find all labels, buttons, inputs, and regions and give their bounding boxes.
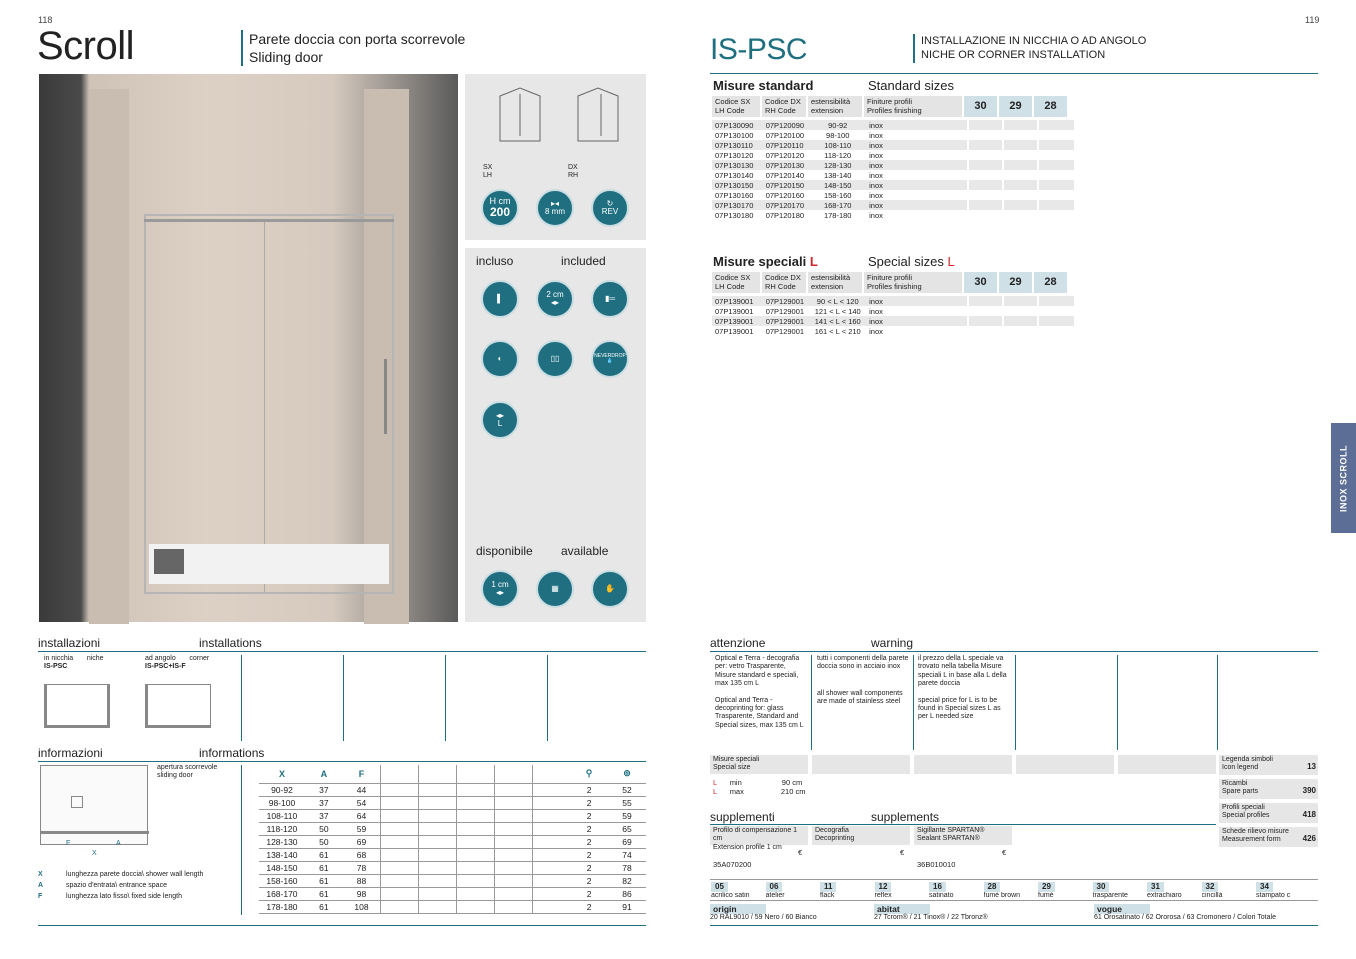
dx-label: DX RH xyxy=(568,164,579,180)
page-number-right: 119 xyxy=(1305,15,1320,25)
sx-label: SX LH xyxy=(483,164,493,180)
neverdrop-icon: NEVERDROP 💧 xyxy=(591,340,629,378)
table-row: 168-170 61 98 2 86 xyxy=(259,887,646,900)
legend-item[interactable]: Profili speciali Special profiles 418 xyxy=(1219,803,1318,823)
table-row: 07P139001 07P129001 121 < L < 140 inox xyxy=(712,306,1074,316)
reversible-icon: ↻ REV xyxy=(591,189,629,227)
finish-item: 34 stampato c xyxy=(1256,882,1291,900)
info-label-en: informations xyxy=(199,746,265,760)
config-box xyxy=(465,74,646,240)
supplements-label-it: supplementi xyxy=(710,810,775,824)
supplement-item: Decografia Decoprinting xyxy=(812,826,910,845)
installations-label-it: installazioni xyxy=(38,636,101,650)
available-label-it: disponibile xyxy=(476,544,533,558)
table-row: 138-140 61 68 2 74 xyxy=(259,848,646,861)
info-label-it: informazioni xyxy=(38,746,103,760)
corner-diagram-icon xyxy=(145,684,211,728)
table-row: 148-150 61 78 2 78 xyxy=(259,861,646,874)
legend-item[interactable]: Schede rilievo misure Measurement form 426 xyxy=(1219,827,1318,847)
sx-diagram-icon xyxy=(495,86,545,146)
glass-thickness-icon: ▸◂ 8 mm xyxy=(536,189,574,227)
table-row: 98-100 37 54 2 55 xyxy=(259,796,646,809)
available-label-en: available xyxy=(561,544,609,558)
warning-col-3: il prezzo della L speciale va trovato nella tabella Misure speciali L in base alla L della parete doccia special price for L is to be found in Special sizes L as per L needed size xyxy=(918,655,1007,721)
niche-diagram-icon xyxy=(44,684,110,728)
dim-x-label: X xyxy=(92,850,97,857)
supplement-item: Profilo di compensazione 1 cm Extension profile 1 cm xyxy=(710,826,808,845)
side-tab[interactable]: INOX SCROLL xyxy=(1331,423,1356,533)
included-label-it: incluso xyxy=(476,254,514,268)
dim-a-label: A xyxy=(116,840,121,847)
warning-label-en: warning xyxy=(871,636,914,650)
supplements-label-en: supplements xyxy=(871,810,940,824)
special-title-en: Special sizes L xyxy=(868,254,955,269)
collection-item: vogue 61 Orosatinato / 62 Ororosa / 63 Cromonero / Colori Totale xyxy=(1094,904,1276,922)
table-row: 07P130150 07P120150 148-150 inox xyxy=(712,180,1074,190)
model-subtitle: INSTALLAZIONE IN NICCHIA O AD ANGOLO NICHE OR CORNER INSTALLATION xyxy=(913,34,1146,63)
warning-label-it: attenzione xyxy=(710,636,766,650)
dim-f-label: F xyxy=(66,840,71,847)
page-number-left: 118 xyxy=(38,15,53,25)
product-photo xyxy=(39,74,458,622)
decor-icon: ▦ xyxy=(536,570,574,608)
info-diagram xyxy=(40,765,148,845)
supplement-currency: € xyxy=(798,848,803,857)
included-label-en: included xyxy=(561,254,606,268)
supplement-currency: € xyxy=(1002,848,1007,857)
supplement-code: 35A070200 xyxy=(713,860,752,869)
installation-niche: in nicchia niche IS-PSC xyxy=(44,655,104,671)
weight-icon: ⚲ xyxy=(570,765,608,783)
table-row: 07P139001 07P129001 161 < L < 210 inox xyxy=(712,326,1074,336)
product-title: Scroll xyxy=(37,24,135,68)
standard-table: Codice SX LH Code Codice DX RH Code estensibilità extension Finiture profili Profiles finishing 30 29 28 07P130090 07P120090 90-92 inox 07P130100 07P120100 98-100 inox 07P130110 07P120110 108-110 inox 07P130120 07P120120 118-120 inox 07P130130 07P120130 128-130 inox 07P130140 07P120140 138-140 inox 07P130150 07P120150 148-150 inox 07P130160 07P120160 158-160 inox 07P130170 07P120170 168-170 inox 07P130180 07P120180 178-180 inox xyxy=(712,96,1074,220)
table-row: 07P130180 07P120180 178-180 inox xyxy=(712,210,1074,220)
warning-col-2: tutti i componenti della parete doccia sono in acciaio inox all shower wall components are made of stainless steel xyxy=(817,655,909,706)
installations-label-en: installations xyxy=(199,636,262,650)
supplement-currency: € xyxy=(900,848,905,857)
standard-title-en: Standard sizes xyxy=(868,78,954,93)
height-icon: H cm 200 xyxy=(481,189,519,227)
table-row: 07P130120 07P120120 118-120 inox xyxy=(712,150,1074,160)
table-row: 07P130110 07P120110 108-110 inox xyxy=(712,140,1074,150)
standard-title-it: Misure standard xyxy=(713,78,814,93)
special-title-it: Misure speciali L xyxy=(713,254,818,269)
collection-item: abitat 27 Tcrom® / 21 Tinox® / 22 Tbronz® xyxy=(874,904,988,922)
finish-item: 16 satinato xyxy=(929,882,954,900)
warning-col-1: Optical e Terra - decografia per: vetro Trasparente, Misure standard e speciali, max 135 cm L Optical and Terra - decoprinting for: glass Trasparente, Standard and Special sizes, max 135 cm L xyxy=(715,655,804,729)
extension-icon: 1 cm ◂▸ xyxy=(481,570,519,608)
roller-icon: ◐ xyxy=(481,340,519,378)
product-subtitle xyxy=(241,30,465,66)
finish-item: 28 fumè brown xyxy=(983,882,1021,900)
door-icon: ▯▯ xyxy=(536,340,574,378)
opening-text: apertura scorrevole sliding door xyxy=(157,764,218,780)
cleaning-icon: ✋ xyxy=(591,570,629,608)
table-row: 128-130 50 69 2 69 xyxy=(259,835,646,848)
special-size-box: Misure speciali Special size xyxy=(710,755,808,774)
included-box xyxy=(465,248,646,622)
table-row: 07P130090 07P120090 90-92 inox xyxy=(712,120,1074,130)
special-table: Codice SX LH Code Codice DX RH Code estensibilità extension Finiture profili Profiles finishing 30 29 28 07P139001 07P129001 90 < L < 120 inox 07P139001 07P129001 121 < L < 140 inox 07P139001 07P129001 141 < L < 160 inox 07P139001 07P129001 161 < L < 210 inox xyxy=(712,272,1074,336)
table-row: 178-180 61 108 2 91 xyxy=(259,900,646,913)
legend-list xyxy=(1219,755,1318,851)
dx-diagram-icon xyxy=(573,86,623,146)
table-row: 108-110 37 64 2 59 xyxy=(259,809,646,822)
box-icon: ⊚ xyxy=(608,765,646,783)
model-title: IS-PSC xyxy=(710,33,808,66)
finish-item: 06 atelier xyxy=(765,882,785,900)
table-row: 07P139001 07P129001 141 < L < 160 inox xyxy=(712,316,1074,326)
special-size-values: L min 90 cm L max 210 cm xyxy=(713,778,806,796)
collection-item: origin 20 RAL9010 / 59 Nero / 60 Bianco xyxy=(710,904,817,922)
finish-item: 11 flack xyxy=(820,882,874,901)
legend-item[interactable]: Legenda simboli Icon legend 13 xyxy=(1219,755,1318,775)
table-row: 07P130140 07P120140 138-140 inox xyxy=(712,170,1074,180)
finish-item: 12 reflex xyxy=(874,882,892,900)
handle-icon: ▌ xyxy=(481,280,519,318)
table-row: 90-92 37 44 2 52 xyxy=(259,783,646,796)
subtitle-en: Sliding door xyxy=(249,49,323,66)
special-size-icon: ◂▸ L xyxy=(481,401,519,439)
table-row: 07P130130 07P120130 128-130 inox xyxy=(712,160,1074,170)
profile-icon: ▮═ xyxy=(591,280,629,318)
table-row: 07P130170 07P120170 168-170 inox xyxy=(712,200,1074,210)
dimension-legend: X lunghezza parete doccia\ shower wall length A spazio d'entrata\ entrance space F lunghezza lato fisso\ fixed side length xyxy=(38,871,204,900)
adjustment-icon: 2 cm ◂▸ xyxy=(536,280,574,318)
finish-item: 29 fumè xyxy=(1038,882,1054,900)
finish-item: 32 cincillà xyxy=(1201,882,1223,900)
table-row: 07P130100 07P120100 98-100 inox xyxy=(712,130,1074,140)
table-row: 158-160 61 88 2 82 xyxy=(259,874,646,887)
supplement-item: Sigillante SPARTAN® Sealant SPARTAN® xyxy=(914,826,1012,845)
table-row: 07P130160 07P120160 158-160 inox xyxy=(712,190,1074,200)
finish-item: 30 trasparente xyxy=(1092,882,1128,900)
finish-item: 05 acrilico satin xyxy=(711,882,750,900)
finish-item: 31 extrachiaro xyxy=(1147,882,1182,900)
table-row: 118-120 50 59 2 65 xyxy=(259,822,646,835)
legend-item[interactable]: Ricambi Spare parts 390 xyxy=(1219,779,1318,799)
table-row: 07P139001 07P129001 90 < L < 120 inox xyxy=(712,296,1074,306)
installation-corner: ad angolo corner IS-PSC+IS-F xyxy=(145,655,210,671)
supplement-code: 36B010010 xyxy=(917,860,956,869)
subtitle-it: Parete doccia con porta scorrevole xyxy=(249,31,466,47)
info-table: X A F ⚲ ⊚ 90-92 37 44 2 52 98-100 37 54 2 55 108-110 37 64 2 59 118-120 50 59 2 65 128-130 50 69 2 69 138-140 61 68 2 74 148-150 61 78 2 78 158-160 61 88 2 82 168-170 61 98 2 86 178-180 61 108 2 91 xyxy=(259,765,646,914)
